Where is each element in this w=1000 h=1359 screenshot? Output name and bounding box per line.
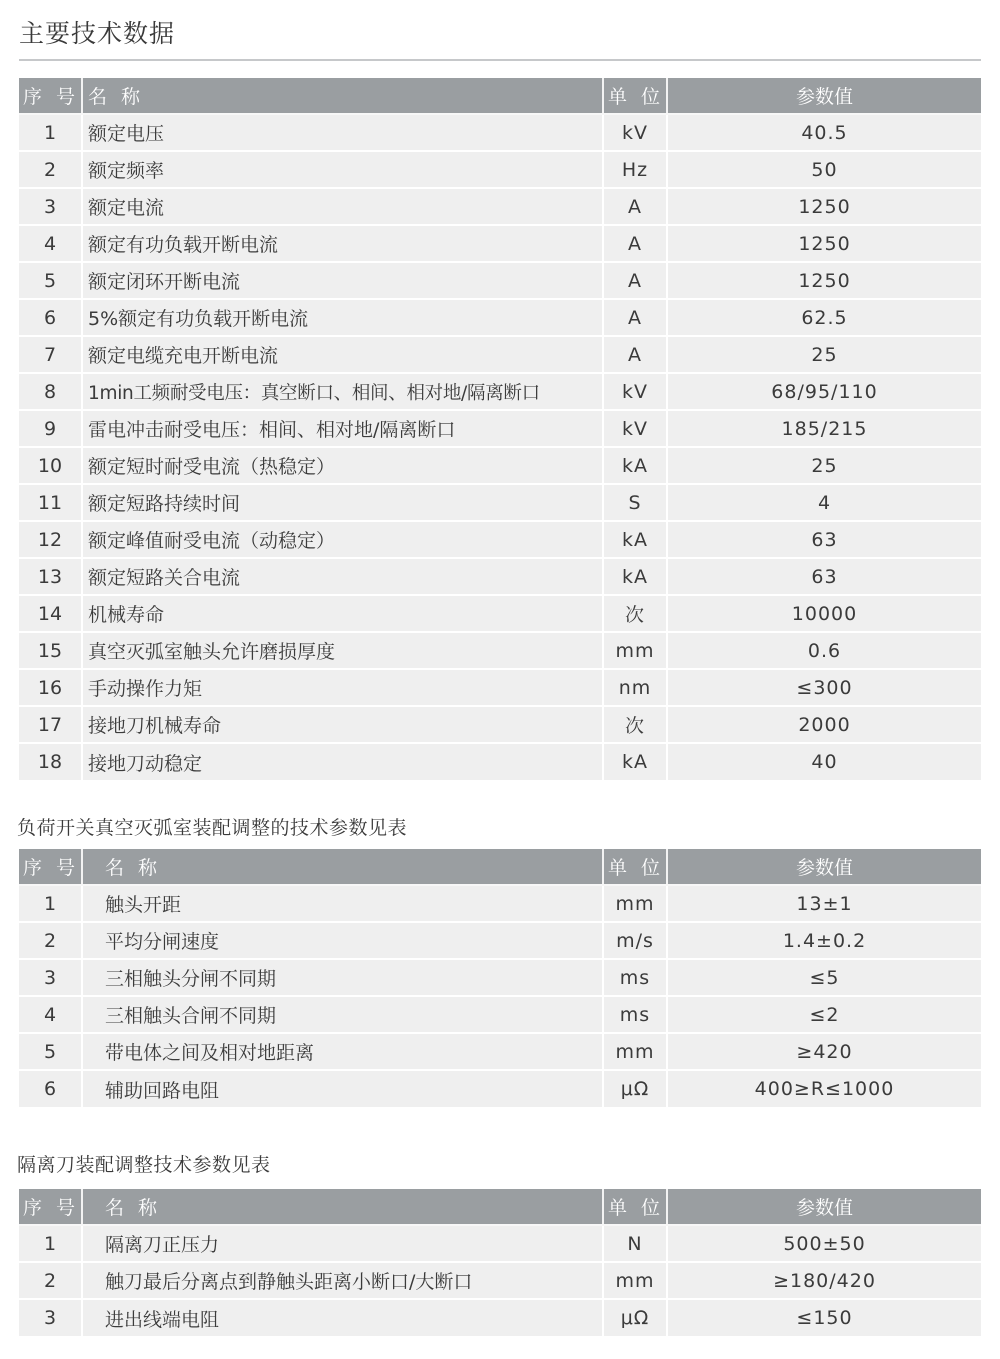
title-divider [19, 59, 981, 61]
header-unit: 单 位 [603, 849, 667, 885]
section-title-vacuum: 负荷开关真空灭弧室装配调整的技术参数见表 [17, 817, 408, 839]
row-name: 额定电流 [82, 188, 603, 225]
header-no: 序 号 [19, 1189, 82, 1225]
row-no: 5 [19, 262, 82, 299]
row-no: 15 [19, 632, 82, 669]
table-row [19, 114, 981, 151]
vacuum-adjustment-table [19, 849, 981, 1107]
row-name: 额定峰值耐受电流（动稳定） [82, 521, 603, 558]
table-row [19, 373, 981, 410]
row-name: 额定短路关合电流 [82, 558, 603, 595]
table-row [19, 336, 981, 373]
header-unit: 单 位 [603, 78, 667, 114]
row-unit: A [603, 225, 667, 262]
row-value: 40 [667, 743, 981, 780]
row-name: 额定短时耐受电流（热稳定） [82, 447, 603, 484]
row-name: 接地刀机械寿命 [82, 706, 603, 743]
row-unit: mm [603, 885, 667, 922]
table-row [19, 922, 981, 959]
header-value: 参数值 [667, 849, 981, 885]
row-no: 3 [19, 959, 82, 996]
row-no: 2 [19, 1262, 82, 1299]
row-unit: A [603, 336, 667, 373]
row-value: ≤150 [667, 1299, 981, 1336]
table-row [19, 595, 981, 632]
row-unit: kA [603, 521, 667, 558]
row-name: 1min工频耐受电压：真空断口、相间、相对地/隔离断口 [82, 373, 603, 410]
row-value: 1250 [667, 262, 981, 299]
row-unit: 次 [603, 706, 667, 743]
row-name: 额定频率 [82, 151, 603, 188]
table-row [19, 885, 981, 922]
header-name: 名 称 [82, 78, 603, 114]
row-value: ≤2 [667, 996, 981, 1033]
table-row [19, 484, 981, 521]
row-no: 3 [19, 1299, 82, 1336]
row-unit: A [603, 299, 667, 336]
row-no: 12 [19, 521, 82, 558]
row-no: 9 [19, 410, 82, 447]
table-row [19, 225, 981, 262]
row-unit: 次 [603, 595, 667, 632]
table-row [19, 743, 981, 780]
row-no: 14 [19, 595, 82, 632]
table-row [19, 1262, 981, 1299]
row-unit: Hz [603, 151, 667, 188]
row-value: 4 [667, 484, 981, 521]
table-header-row [19, 1189, 981, 1225]
row-value: 0.6 [667, 632, 981, 669]
row-value: 500±50 [667, 1225, 981, 1262]
row-unit: kV [603, 410, 667, 447]
row-unit: S [603, 484, 667, 521]
row-value: 63 [667, 521, 981, 558]
header-unit: 单 位 [603, 1189, 667, 1225]
row-value: 1250 [667, 188, 981, 225]
row-unit: m/s [603, 922, 667, 959]
row-value: 1.4±0.2 [667, 922, 981, 959]
row-name: 手动操作力矩 [82, 669, 603, 706]
row-name: 触刀最后分离点到静触头距离小断口/大断口 [82, 1262, 603, 1299]
row-no: 6 [19, 299, 82, 336]
row-no: 4 [19, 996, 82, 1033]
table-row [19, 1225, 981, 1262]
row-unit: kA [603, 558, 667, 595]
header-value: 参数值 [667, 78, 981, 114]
row-no: 2 [19, 922, 82, 959]
row-name: 辅助回路电阻 [82, 1070, 603, 1107]
table-row [19, 632, 981, 669]
row-unit: mm [603, 1262, 667, 1299]
row-unit: ms [603, 959, 667, 996]
row-no: 8 [19, 373, 82, 410]
row-name: 三相触头合闸不同期 [82, 996, 603, 1033]
row-value: 50 [667, 151, 981, 188]
row-name: 机械寿命 [82, 595, 603, 632]
row-unit: kV [603, 373, 667, 410]
row-no: 10 [19, 447, 82, 484]
row-unit: kA [603, 447, 667, 484]
row-name: 触头开距 [82, 885, 603, 922]
table-row [19, 558, 981, 595]
table-row [19, 1033, 981, 1070]
header-name: 名 称 [82, 1189, 603, 1225]
row-name: 额定电压 [82, 114, 603, 151]
row-no: 17 [19, 706, 82, 743]
header-no: 序 号 [19, 849, 82, 885]
row-no: 7 [19, 336, 82, 373]
row-value: 40.5 [667, 114, 981, 151]
row-name: 平均分闸速度 [82, 922, 603, 959]
row-no: 13 [19, 558, 82, 595]
table-row [19, 706, 981, 743]
row-unit: μΩ [603, 1299, 667, 1336]
row-name: 接地刀动稳定 [82, 743, 603, 780]
row-no: 1 [19, 1225, 82, 1262]
row-no: 1 [19, 885, 82, 922]
row-unit: kV [603, 114, 667, 151]
header-value: 参数值 [667, 1189, 981, 1225]
row-name: 额定短路持续时间 [82, 484, 603, 521]
row-name: 进出线端电阻 [82, 1299, 603, 1336]
row-name: 三相触头分闸不同期 [82, 959, 603, 996]
row-unit: nm [603, 669, 667, 706]
header-no: 序 号 [19, 78, 82, 114]
table-row [19, 151, 981, 188]
row-value: ≤5 [667, 959, 981, 996]
row-name: 真空灭弧室触头允许磨损厚度 [82, 632, 603, 669]
table-row [19, 188, 981, 225]
row-value: 25 [667, 447, 981, 484]
row-value: ≥420 [667, 1033, 981, 1070]
table-row [19, 669, 981, 706]
table-header-row [19, 78, 981, 114]
row-unit: kA [603, 743, 667, 780]
row-no: 5 [19, 1033, 82, 1070]
row-value: ≤300 [667, 669, 981, 706]
row-value: 1250 [667, 225, 981, 262]
row-unit: ms [603, 996, 667, 1033]
row-unit: mm [603, 1033, 667, 1070]
row-name: 雷电冲击耐受电压：相间、相对地/隔离断口 [82, 410, 603, 447]
row-value: 63 [667, 558, 981, 595]
table-row [19, 262, 981, 299]
row-value: 68/95/110 [667, 373, 981, 410]
isolator-adjustment-table [19, 1189, 981, 1336]
header-name: 名 称 [82, 849, 603, 885]
row-name: 额定电缆充电开断电流 [82, 336, 603, 373]
row-value: 185/215 [667, 410, 981, 447]
row-unit: N [603, 1225, 667, 1262]
table-row [19, 1299, 981, 1336]
row-name: 额定有功负载开断电流 [82, 225, 603, 262]
table-header-row [19, 849, 981, 885]
row-no: 16 [19, 669, 82, 706]
row-name: 5%额定有功负载开断电流 [82, 299, 603, 336]
page-title: 主要技术数据 [19, 19, 176, 48]
main-spec-table [19, 78, 981, 780]
table-row [19, 410, 981, 447]
table-row [19, 1070, 981, 1107]
row-value: 2000 [667, 706, 981, 743]
row-name: 隔离刀正压力 [82, 1225, 603, 1262]
section-title-isolator: 隔离刀装配调整技术参数见表 [17, 1154, 271, 1176]
row-no: 3 [19, 188, 82, 225]
table-row [19, 959, 981, 996]
row-no: 11 [19, 484, 82, 521]
table-row [19, 996, 981, 1033]
row-no: 2 [19, 151, 82, 188]
row-unit: A [603, 262, 667, 299]
row-name: 带电体之间及相对地距离 [82, 1033, 603, 1070]
table-row [19, 299, 981, 336]
table-row [19, 521, 981, 558]
row-name: 额定闭环开断电流 [82, 262, 603, 299]
row-no: 6 [19, 1070, 82, 1107]
row-value: 13±1 [667, 885, 981, 922]
row-value: 400≥R≤1000 [667, 1070, 981, 1107]
row-value: ≥180/420 [667, 1262, 981, 1299]
row-unit: μΩ [603, 1070, 667, 1107]
row-value: 10000 [667, 595, 981, 632]
row-no: 1 [19, 114, 82, 151]
row-value: 62.5 [667, 299, 981, 336]
row-unit: A [603, 188, 667, 225]
row-no: 18 [19, 743, 82, 780]
row-value: 25 [667, 336, 981, 373]
table-row [19, 447, 981, 484]
row-unit: mm [603, 632, 667, 669]
row-no: 4 [19, 225, 82, 262]
